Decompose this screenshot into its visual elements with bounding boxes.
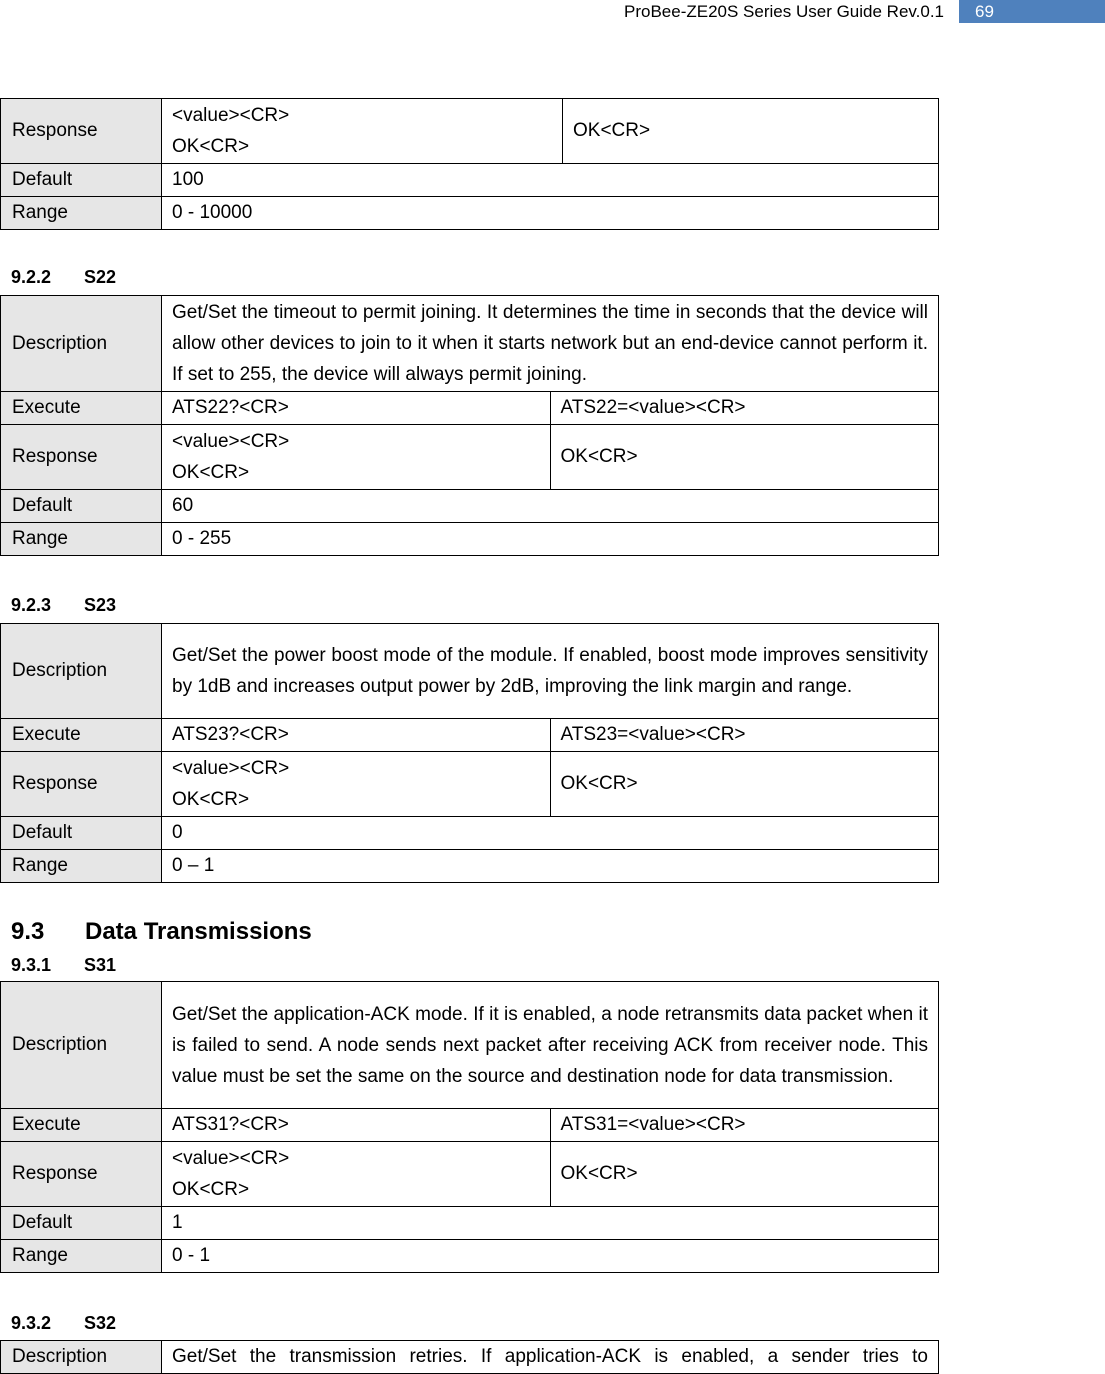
description-text: Get/Set the power boost mode of the module. If enabled, boost mode improves sensitivity by 1dB and increases output power by 2dB, improving the link margin and range.	[162, 624, 939, 719]
running-header: ProBee-ZE20S Series User Guide Rev.0.1	[624, 2, 944, 21]
default-value: 1	[162, 1207, 939, 1240]
table-row	[1, 817, 939, 850]
heading-s31: 9.3.1 S31	[11, 955, 117, 975]
table-row	[1, 850, 939, 883]
range-label: Range	[1, 1240, 162, 1273]
range-label: Range	[1, 197, 162, 230]
response-label: Response	[1, 752, 162, 817]
range-value: 0 – 1	[162, 850, 939, 883]
response-label: Response	[1, 1142, 162, 1207]
execute-read: ATS22?<CR>	[162, 392, 551, 425]
table-row	[1, 624, 939, 719]
default-label: Default	[1, 817, 162, 850]
table-row	[1, 1142, 939, 1207]
table-row	[1, 982, 939, 1109]
range-label: Range	[1, 850, 162, 883]
table-s23	[0, 623, 939, 883]
default-label: Default	[1, 164, 162, 197]
execute-read: ATS31?<CR>	[162, 1109, 551, 1142]
execute-label: Execute	[1, 719, 162, 752]
heading-s23: 9.2.3 S23	[11, 595, 117, 615]
response-write: OK<CR>	[550, 425, 939, 490]
response-read: <value><CR> OK<CR>	[162, 425, 551, 490]
range-value: 0 - 255	[162, 523, 939, 556]
table-row	[1, 296, 939, 392]
page-number-badge: 69	[959, 0, 1105, 23]
response-label: Response	[1, 99, 162, 164]
table-row	[1, 197, 939, 230]
execute-write: ATS23=<value><CR>	[550, 719, 939, 752]
table-s32	[0, 1340, 939, 1374]
table-row	[1, 1109, 939, 1142]
description-text: Get/Set the application-ACK mode. If it is enabled, a node retransmits data packet when it is failed to send. A node sends next packet after receiving ACK from receiver node. This value must be set the same on the source and destination node for data transmission.	[162, 982, 939, 1109]
table-row	[1, 392, 939, 425]
table-row	[1, 1240, 939, 1273]
execute-write: ATS22=<value><CR>	[550, 392, 939, 425]
execute-write: ATS31=<value><CR>	[550, 1109, 939, 1142]
response-label: Response	[1, 425, 162, 490]
description-text: Get/Set the transmission retries. If application-ACK is enabled, a sender tries to	[162, 1341, 939, 1374]
description-label: Description	[1, 1341, 162, 1374]
description-label: Description	[1, 982, 162, 1109]
execute-read: ATS23?<CR>	[162, 719, 551, 752]
range-value: 0 - 10000	[162, 197, 939, 230]
heading-s32: 9.3.2 S32	[11, 1313, 117, 1333]
table-row	[1, 164, 939, 197]
response-read: <value><CR> OK<CR>	[162, 752, 551, 817]
table-row	[1, 1207, 939, 1240]
description-label: Description	[1, 624, 162, 719]
response-write: OK<CR>	[550, 1142, 939, 1207]
heading-section-9-3: 9.3 Data Transmissions	[11, 918, 312, 945]
response-write: OK<CR>	[550, 752, 939, 817]
description-text: Get/Set the timeout to permit joining. It determines the time in seconds that the device will allow other devices to join to it when it starts network but an end-device cannot perform it. If set to 255, the device will always permit joining.	[162, 296, 939, 392]
response-read: <value><CR> OK<CR>	[162, 1142, 551, 1207]
table-s22	[0, 295, 939, 556]
response-read: <value><CR> OK<CR>	[162, 99, 563, 164]
execute-label: Execute	[1, 1109, 162, 1142]
table-continued	[0, 98, 939, 230]
default-value: 60	[162, 490, 939, 523]
table-row	[1, 752, 939, 817]
response-write: OK<CR>	[563, 99, 939, 164]
execute-label: Execute	[1, 392, 162, 425]
range-value: 0 - 1	[162, 1240, 939, 1273]
table-row	[1, 1341, 939, 1374]
table-row	[1, 719, 939, 752]
default-label: Default	[1, 490, 162, 523]
default-value: 0	[162, 817, 939, 850]
table-row	[1, 425, 939, 490]
heading-s22: 9.2.2 S22	[11, 267, 117, 287]
table-row	[1, 490, 939, 523]
default-value: 100	[162, 164, 939, 197]
table-row	[1, 99, 939, 164]
table-s31	[0, 981, 939, 1273]
description-label: Description	[1, 296, 162, 392]
default-label: Default	[1, 1207, 162, 1240]
table-row	[1, 523, 939, 556]
range-label: Range	[1, 523, 162, 556]
